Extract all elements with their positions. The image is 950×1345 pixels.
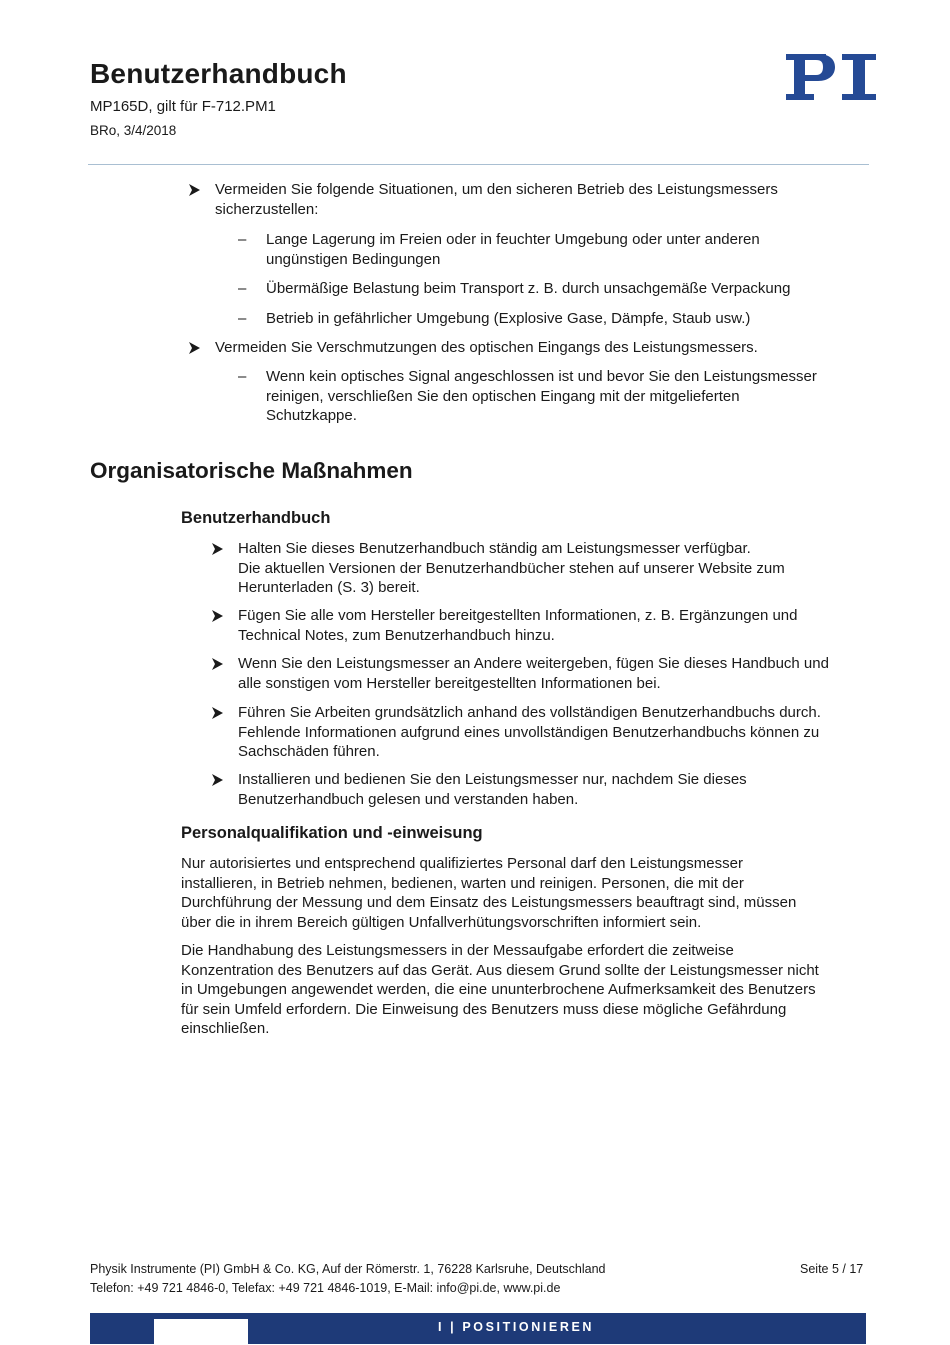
list-item <box>211 606 871 646</box>
list-item-text: Benutzerhandbuch gelesen und verstanden haben. <box>238 790 579 808</box>
paragraph-line: installieren, in Betrieb nehmen, bedienen, warten und reinigen. Personen, die mit der <box>181 874 744 892</box>
document-author-date: BRo, 3/4/2018 <box>90 123 177 138</box>
paragraph-line: in Umgebungen angewendet werden, die eine ununterbrochene Aufmerksamkeit des Benutzers <box>181 981 816 999</box>
arrow-bullet-icon <box>188 338 201 354</box>
list-item-text: sicherzustellen: <box>215 200 319 218</box>
list-item-text: Fügen Sie alle vom Hersteller bereitgestellten Informationen, z. B. Ergänzungen und <box>238 607 798 624</box>
section-heading: Organisatorische Maßnahmen <box>90 458 413 483</box>
list-item-text: Vermeiden Sie Verschmutzungen des optischen Eingangs des Leistungsmessers. <box>215 339 758 356</box>
subsection-heading-manual: Benutzerhandbuch <box>181 509 331 527</box>
list-item-text: Wenn Sie den Leistungsmesser an Andere weitergeben, fügen Sie dieses Handbuch und <box>238 655 829 672</box>
sub-list-item <box>238 279 858 299</box>
arrow-bullet-icon <box>211 539 224 555</box>
list-item <box>211 539 871 599</box>
arrow-bullet-icon <box>211 770 224 786</box>
paragraph-line: einschließen. <box>181 1020 270 1038</box>
dash-bullet-icon: – <box>238 231 247 248</box>
footer-bar-white-block <box>154 1319 248 1344</box>
list-item <box>188 180 848 220</box>
sub-list-item-text: Schutzkappe. <box>266 407 357 425</box>
paragraph-line: Die Handhabung des Leistungsmessers in der Messaufgabe erfordert die zeitweise <box>181 942 734 959</box>
list-item <box>211 654 871 694</box>
arrow-bullet-icon <box>211 606 224 622</box>
dash-bullet-icon: – <box>238 310 247 327</box>
paragraph-line: Konzentration des Benutzers auf das Gerät. Aus diesem Grund sollte der Leistungsmesser nicht <box>181 961 819 979</box>
arrow-bullet-icon <box>211 654 224 670</box>
dash-bullet-icon: – <box>238 368 247 385</box>
list-item-text: Führen Sie Arbeiten grundsätzlich anhand des vollständigen Benutzerhandbuchs durch. <box>238 704 821 721</box>
list-item-text: Fehlende Informationen aufgrund eines unvollständigen Benutzerhandbuchs können zu <box>238 723 820 741</box>
arrow-bullet-icon <box>188 180 201 196</box>
dash-bullet-icon: – <box>238 280 247 297</box>
sub-list-item-text: Übermäßige Belastung beim Transport z. B. durch unsachgemäße Verpackung <box>266 280 791 297</box>
list-item <box>188 338 848 358</box>
header-divider <box>88 164 869 165</box>
sub-list-item-text: reinigen, verschließen Sie den optischen Eingang mit der mitgelieferten <box>266 387 740 405</box>
document-subtitle: MP165D, gilt für F-712.PM1 <box>90 98 276 115</box>
paragraph <box>181 941 871 1041</box>
pi-logo <box>782 54 878 100</box>
sub-list-item <box>238 230 858 270</box>
footer-address: Physik Instrumente (PI) GmbH & Co. KG, Auf der Römerstr. 1, 76228 Karlsruhe, Deutschland <box>90 1262 606 1276</box>
list-item <box>211 770 871 810</box>
list-item-text: Sachschäden führen. <box>238 743 380 761</box>
sub-list-item-text: Betrieb in gefährlicher Umgebung (Explosive Gase, Dämpfe, Staub usw.) <box>266 310 751 327</box>
arrow-bullet-icon <box>211 703 224 719</box>
paragraph <box>181 854 871 934</box>
sub-list-item-text: Lange Lagerung im Freien oder in feuchter Umgebung oder unter anderen <box>266 231 760 248</box>
sub-list-item-text: ungünstigen Bedingungen <box>266 250 441 268</box>
paragraph-line: über die in ihrem Bereich gültigen Unfallverhütungsvorschriften informiert sein. <box>181 913 702 931</box>
list-item-text: Technical Notes, zum Benutzerhandbuch hinzu. <box>238 626 555 644</box>
sub-list-item <box>238 309 858 329</box>
sub-list-item-text: Wenn kein optisches Signal angeschlossen ist und bevor Sie den Leistungsmesser <box>266 368 817 385</box>
document-title: Benutzerhandbuch <box>90 58 347 89</box>
subsection-heading-personnel: Personalqualifikation und -einweisung <box>181 824 483 842</box>
paragraph-line: Durchführung der Messung und dem Einsatz des Leistungsmessers beauftragt sind, müssen <box>181 894 797 912</box>
list-item-text: Vermeiden Sie folgende Situationen, um den sicheren Betrieb des Leistungsmessers <box>215 181 778 198</box>
page-number: Seite 5 / 17 <box>800 1262 864 1276</box>
list-item-text: Herunterladen (S. 3) bereit. <box>238 579 420 597</box>
sub-list-item <box>238 367 858 427</box>
paragraph-line: für sein Umfeld erfordern. Die Einweisung des Benutzers muss diese mögliche Gefährdung <box>181 1000 787 1018</box>
footer-slogan: I | POSITIONIEREN <box>438 1320 595 1334</box>
list-item-text: alle sonstigen vom Hersteller bereitgestellten Informationen bei. <box>238 674 661 692</box>
list-item-text: Die aktuellen Versionen der Benutzerhandbücher stehen auf unserer Website zum <box>238 559 785 577</box>
list-item-text: Halten Sie dieses Benutzerhandbuch ständig am Leistungsmesser verfügbar. <box>238 540 751 557</box>
footer-contact: Telefon: +49 721 4846-0, Telefax: +49 721 4846-1019, E-Mail: info@pi.de, www.pi.de <box>90 1281 561 1295</box>
list-item-text: Installieren und bedienen Sie den Leistungsmesser nur, nachdem Sie dieses <box>238 771 747 788</box>
paragraph-line: Nur autorisiertes und entsprechend qualifiziertes Personal darf den Leistungsmesser <box>181 855 743 872</box>
list-item <box>211 703 871 763</box>
